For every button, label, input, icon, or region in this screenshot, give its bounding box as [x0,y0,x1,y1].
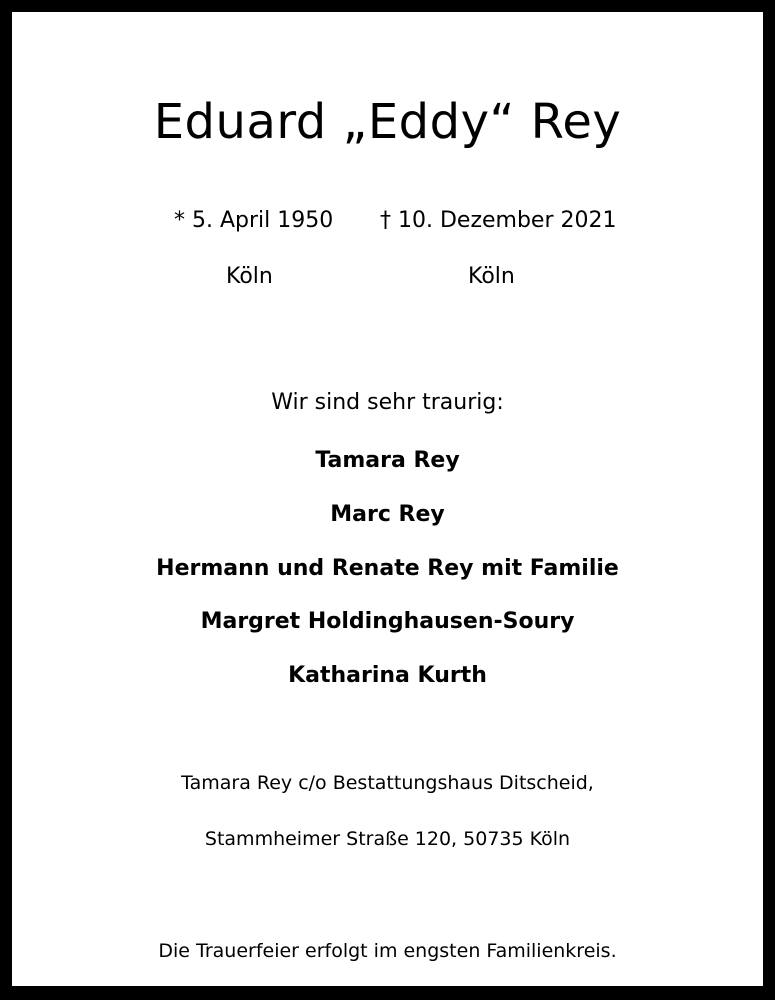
contact-address-line-2: Stammheimer Straße 120, 50735 Köln [204,828,571,850]
mourner-name: Tamara Rey [315,448,460,473]
mourner-name: Hermann und Renate Rey mit Familie [156,556,619,581]
deceased-name: Eduard „Eddy“ Rey [153,94,622,150]
mourner-name: Katharina Kurth [288,663,487,688]
mourner-name: Margret Holdinghausen-Soury [200,609,575,634]
mourners-intro: Wir sind sehr traurig: [271,390,504,415]
death-date: † 10. Dezember 2021 [380,208,617,233]
birth-place: Köln [226,264,273,289]
mourner-name: Marc Rey [330,502,445,527]
birth-date: * 5. April 1950 [174,208,334,233]
contact-address-line-1: Tamara Rey c/o Bestattungshaus Ditscheid, [181,772,594,794]
funeral-note: Die Trauerfeier erfolgt im engsten Familienkreis. [158,940,617,962]
death-place: Köln [468,264,515,289]
